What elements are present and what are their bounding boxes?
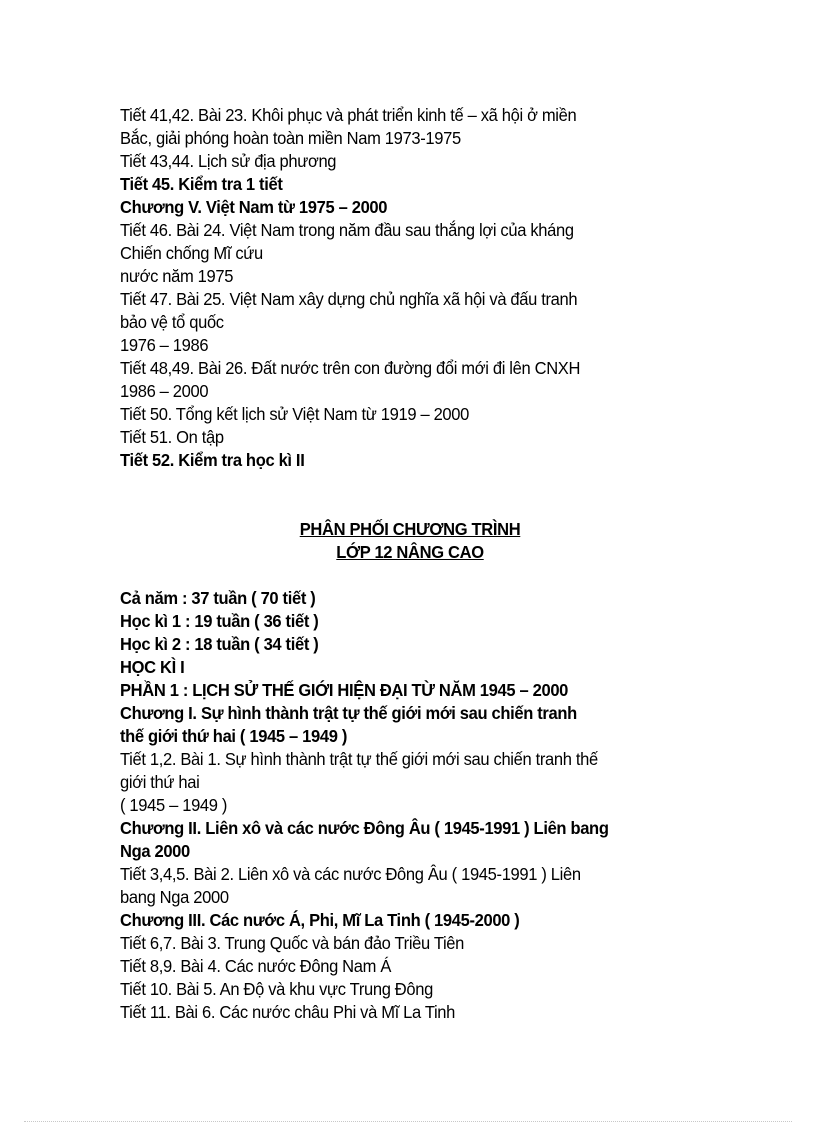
bold-text-line: Chương I. Sự hình thành trật tự thế giới mới sau chiến tranh <box>120 703 577 723</box>
blank-line <box>120 495 700 518</box>
bold-text-line: Tiết 52. Kiểm tra học kì II <box>120 450 305 470</box>
section-heading: PHÂN PHỐI CHƯƠNG TRÌNH <box>299 519 521 539</box>
bold-text-line: Học kì 2 : 18 tuần ( 34 tiết ) <box>120 634 319 654</box>
text-line: Tiết 47. Bài 25. Việt Nam xây dựng chủ nghĩa xã hội và đấu tranh <box>120 289 578 309</box>
text-line: nước năm 1975 <box>120 266 234 286</box>
section-heading: LỚP 12 NÂNG CAO <box>336 542 484 562</box>
text-line: Tiết 8,9. Bài 4. Các nước Đông Nam Á <box>120 956 392 976</box>
text-line: bảo vệ tổ quốc <box>120 312 224 332</box>
text-line: Tiết 3,4,5. Bài 2. Liên xô và các nước Đông Âu ( 1945-1991 ) Liên <box>120 864 581 884</box>
bold-text-line: Tiết 45. Kiểm tra 1 tiết <box>120 174 283 194</box>
text-line: Tiết 46. Bài 24. Việt Nam trong năm đầu sau thắng lợi của kháng <box>120 220 574 240</box>
text-line: 1976 – 1986 <box>120 335 209 355</box>
bold-text-line: thế giới thứ hai ( 1945 – 1949 ) <box>120 726 348 746</box>
bold-text-line: Chương V. Việt Nam từ 1975 – 2000 <box>120 197 388 217</box>
bold-text-line: Chương II. Liên xô và các nước Đông Âu ( 1945-1991 ) Liên bang <box>120 818 609 838</box>
blank-line <box>120 564 700 587</box>
text-line: Chiến chống Mĩ cứu <box>120 243 263 263</box>
text-line: Tiết 1,2. Bài 1. Sự hình thành trật tự thế giới mới sau chiến tranh thế <box>120 749 598 769</box>
bold-text-line: PHẦN 1 : LỊCH SỬ THẾ GIỚI HIỆN ĐẠI TỪ NĂM 1945 – 2000 <box>120 680 569 700</box>
text-line: Tiết 41,42. Bài 23. Khôi phục và phát triển kinh tế – xã hội ở miền <box>120 105 577 125</box>
text-line: Tiết 10. Bài 5. An Độ và khu vực Trung Đông <box>120 979 433 999</box>
text-line: 1986 – 2000 <box>120 381 209 401</box>
bold-text-line: Chương III. Các nước Á, Phi, Mĩ La Tinh ( 1945-2000 ) <box>120 910 520 930</box>
page-bottom-divider <box>24 1121 792 1122</box>
text-line: giới thứ hai <box>120 772 200 792</box>
text-line: ( 1945 – 1949 ) <box>120 795 228 815</box>
bold-text-line: Nga 2000 <box>120 841 190 861</box>
text-line: Bắc, giải phóng hoàn toàn miền Nam 1973-1975 <box>120 128 461 148</box>
text-line: Tiết 50. Tổng kết lịch sử Việt Nam từ 1919 – 2000 <box>120 404 470 424</box>
text-line: Tiết 11. Bài 6. Các nước châu Phi và Mĩ La Tinh <box>120 1002 456 1022</box>
text-line: Tiết 51. On tập <box>120 427 224 447</box>
text-line: Tiết 48,49. Bài 26. Đất nước trên con đường đổi mới đi lên CNXH <box>120 358 581 378</box>
text-line: bang Nga 2000 <box>120 887 229 907</box>
document-body <box>120 104 700 1024</box>
text-line: Tiết 43,44. Lịch sử địa phương <box>120 151 337 171</box>
bold-text-line: Học kì 1 : 19 tuần ( 36 tiết ) <box>120 611 319 631</box>
blank-line <box>120 472 700 495</box>
bold-text-line: HỌC KÌ I <box>120 657 185 677</box>
bold-text-line: Cả năm : 37 tuần ( 70 tiết ) <box>120 588 316 608</box>
text-line: Tiết 6,7. Bài 3. Trung Quốc và bán đảo Triều Tiên <box>120 933 465 953</box>
